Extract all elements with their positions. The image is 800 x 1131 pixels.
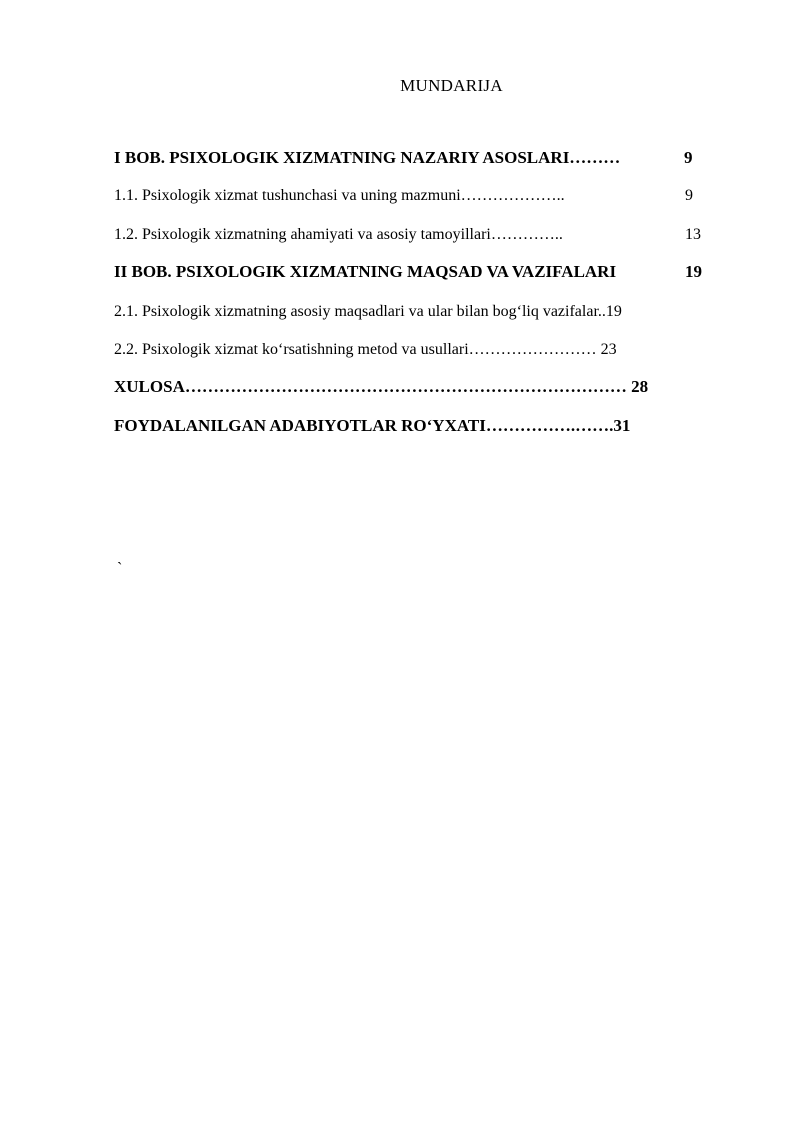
toc-entry-section-1-2[interactable] — [114, 225, 701, 245]
page-title: MUNDARIJA — [400, 76, 503, 95]
toc-entry-references[interactable] — [114, 416, 630, 436]
toc-entry-text: I BOB. PSIXOLOGIK XIZMATNING NAZARIY ASOSLARI……… — [114, 148, 621, 167]
stray-mark: ` — [117, 560, 123, 577]
toc-page-number: 13 — [685, 226, 701, 243]
toc-entry-conclusion[interactable] — [114, 377, 648, 397]
toc-page-number: 19 — [685, 262, 702, 281]
toc-entry-text: 1.2. Psixologik xizmatning ahamiyati va asosiy tamoyillari………….. — [114, 226, 563, 243]
toc-entry-text: XULOSA…………………………………………………………………… 28 — [114, 377, 649, 396]
toc-entry-section-2-1[interactable] — [114, 302, 622, 322]
toc-entry-text: 1.1. Psixologik xizmat tushunchasi va uning mazmuni……………….. — [114, 187, 565, 204]
toc-page-number: 9 — [685, 187, 693, 204]
toc-entry-section-2-2[interactable] — [114, 340, 617, 360]
toc-page-number: 9 — [684, 148, 693, 167]
toc-entry-chapter-1[interactable] — [114, 148, 693, 168]
toc-entry-section-1-1[interactable] — [114, 186, 693, 206]
toc-entry-text: 2.2. Psixologik xizmat ko‘rsatishning metod va usullari…………………… 23 — [114, 341, 617, 358]
toc-entry-text: 2.1. Psixologik xizmatning asosiy maqsadlari va ular bilan bog‘liq vazifalar..19 — [114, 303, 622, 320]
toc-entry-text: FOYDALANILGAN ADABIYOTLAR RO‘YXATI…………….…….31 — [114, 416, 631, 435]
toc-entry-text: II BOB. PSIXOLOGIK XIZMATNING MAQSAD VA VAZIFALARI — [114, 262, 617, 281]
toc-entry-chapter-2[interactable] — [114, 262, 702, 282]
